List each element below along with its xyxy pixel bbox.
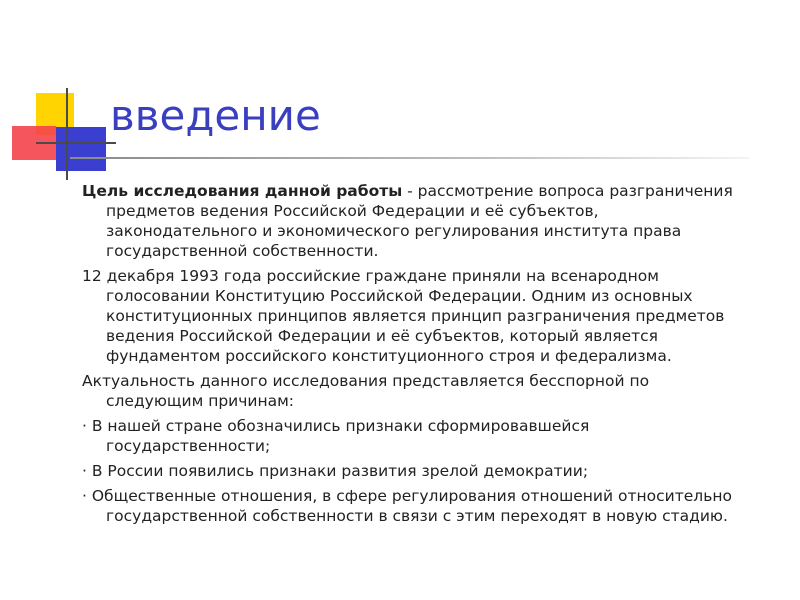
- list-item: · Общественные отношения, в сфере регулирования отношений относительно государственной собственности в связи с этим переходят в новую стадию.: [82, 487, 732, 525]
- logo-horizontal-line: [36, 142, 116, 144]
- slide-title: введение: [110, 91, 321, 140]
- paragraph-relevance: Актуальность данного исследования представляется бесспорной по следующим причинам:: [82, 372, 650, 410]
- goal-label: Цель исследования данной работы: [82, 182, 403, 200]
- goal-text: - рассмотрение вопроса разграничения предметов ведения Российской Федерации и её субъектов, законодательного и экономического регулирования института права государственной собственности.: [106, 182, 733, 260]
- list-item: · В нашей стране обозначились признаки сформировавшейся государственности;: [82, 417, 590, 455]
- slide-body: [82, 181, 737, 531]
- paragraph-constitution: 12 декабря 1993 года российские граждане приняли на всенародном голосовании Конституцию Российской Федерации. Одним из основных конституционных принципов является принцип разграничения предметов ведения Российской Федерации и её субъектов, который является фундаментом российского конституционного строя и федерализма.: [82, 267, 725, 365]
- paragraph-goal: [82, 181, 737, 261]
- list-item: · В России появились признаки развития зрелой демократии;: [82, 462, 589, 480]
- logo-blue-square: [56, 127, 106, 171]
- logo-vertical-line: [66, 88, 68, 180]
- title-divider: [70, 157, 750, 159]
